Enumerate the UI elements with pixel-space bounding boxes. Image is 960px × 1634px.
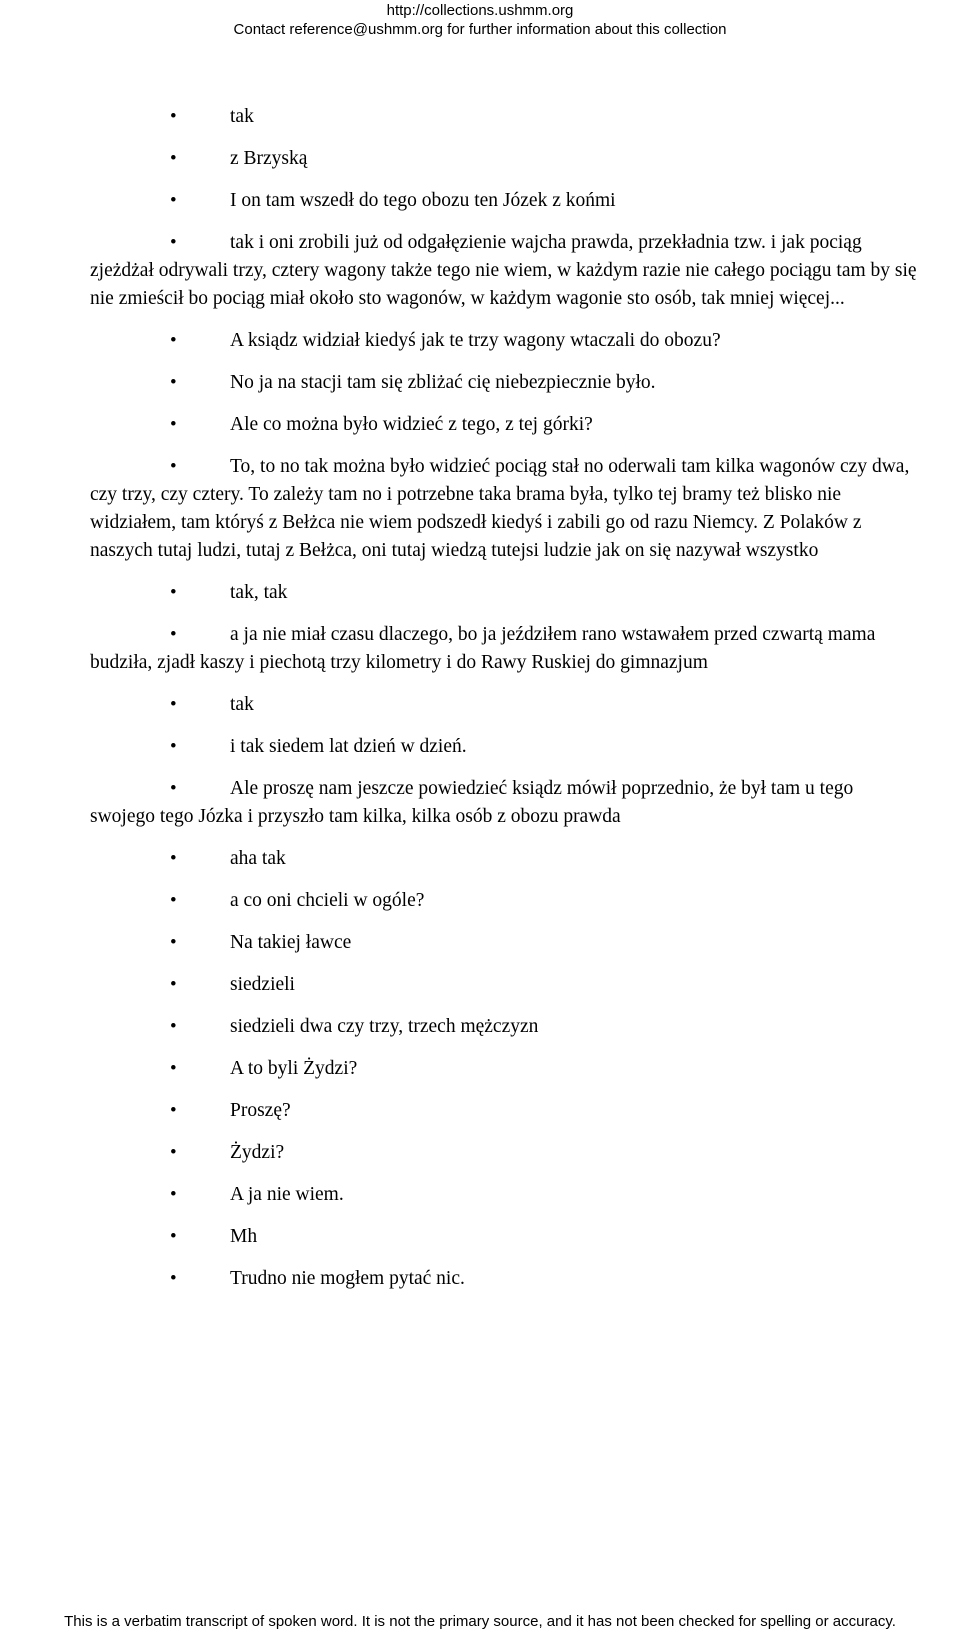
- transcript-paragraph: • tak i oni zrobili już od odgałęzienie wajcha prawda, przekładnia tzw. i jak pociąg zjeżdżał odrywali trzy, cztery wagony także tego nie wiem, w każdym razie nie całego pociągu tam by się nie zmieścił bo pociąg miał około sto wagonów, w każdym wagonie sto osób, tak mniej więcej...: [90, 229, 920, 313]
- transcript-paragraph: • Żydzi?: [90, 1139, 920, 1167]
- footer-disclaimer: This is a verbatim transcript of spoken word. It is not the primary source, and it has not been checked for spelling or accuracy.: [64, 1613, 896, 1630]
- transcript-paragraph: • I on tam wszedł do tego obozu ten Józek z końmi: [90, 187, 920, 215]
- transcript-paragraph: • i tak siedem lat dzień w dzień.: [90, 733, 920, 761]
- transcript-paragraph: • a ja nie miał czasu dlaczego, bo ja jeździłem rano wstawałem przed czwartą mama budziła, zjadł kaszy i piechotą trzy kilometry i do Rawy Ruskiej do gimnazjum: [90, 621, 920, 677]
- header-url: http://collections.ushmm.org: [386, 2, 574, 19]
- page-header: [0, 0, 960, 39]
- transcript-paragraph: • Ale co można było widzieć z tego, z tej górki?: [90, 411, 920, 439]
- transcript-paragraph: • Trudno nie mogłem pytać nic.: [90, 1265, 920, 1293]
- transcript-paragraph: • tak: [90, 103, 920, 131]
- transcript-paragraph: • No ja na stacji tam się zbliżać cię niebezpiecznie było.: [90, 369, 920, 397]
- transcript-paragraph: • a co oni chcieli w ogóle?: [90, 887, 920, 915]
- transcript-paragraph: • tak: [90, 691, 920, 719]
- page-footer: [0, 1612, 960, 1631]
- transcript-paragraph: • Mh: [90, 1223, 920, 1251]
- transcript-paragraph: • z Brzyską: [90, 145, 920, 173]
- transcript-paragraph: • siedzieli: [90, 971, 920, 999]
- transcript-paragraph: • tak, tak: [90, 579, 920, 607]
- header-contact: Contact reference@ushmm.org for further information about this collection: [233, 21, 727, 38]
- transcript-paragraph: • To, to no tak można było widzieć pociąg stał no oderwali tam kilka wagonów czy dwa, czy trzy, czy cztery. To zależy tam no i potrzebne taka brama była, tylko tej bramy też blisko nie widziałem, tam któryś z Bełżca nie wiem podszedł kiedyś i zabili go od razu Niemcy. Z Polaków z naszych tutaj ludzi, tutaj z Bełżca, oni tutaj wiedzą tutejsi ludzie jak on się nazywał wszystko: [90, 453, 920, 565]
- transcript-paragraph: • aha tak: [90, 845, 920, 873]
- transcript-paragraph: • Na takiej ławce: [90, 929, 920, 957]
- transcript-paragraph: • siedzieli dwa czy trzy, trzech mężczyzn: [90, 1013, 920, 1041]
- transcript-body: [90, 103, 920, 1307]
- transcript-paragraph: • A ja nie wiem.: [90, 1181, 920, 1209]
- transcript-paragraph: • Ale proszę nam jeszcze powiedzieć ksiądz mówił poprzednio, że był tam u tego swojego tego Józka i przyszło tam kilka, kilka osób z obozu prawda: [90, 775, 920, 831]
- transcript-paragraph: • Proszę?: [90, 1097, 920, 1125]
- transcript-paragraph: • A to byli Żydzi?: [90, 1055, 920, 1083]
- transcript-paragraph: • A ksiądz widział kiedyś jak te trzy wagony wtaczali do obozu?: [90, 327, 920, 355]
